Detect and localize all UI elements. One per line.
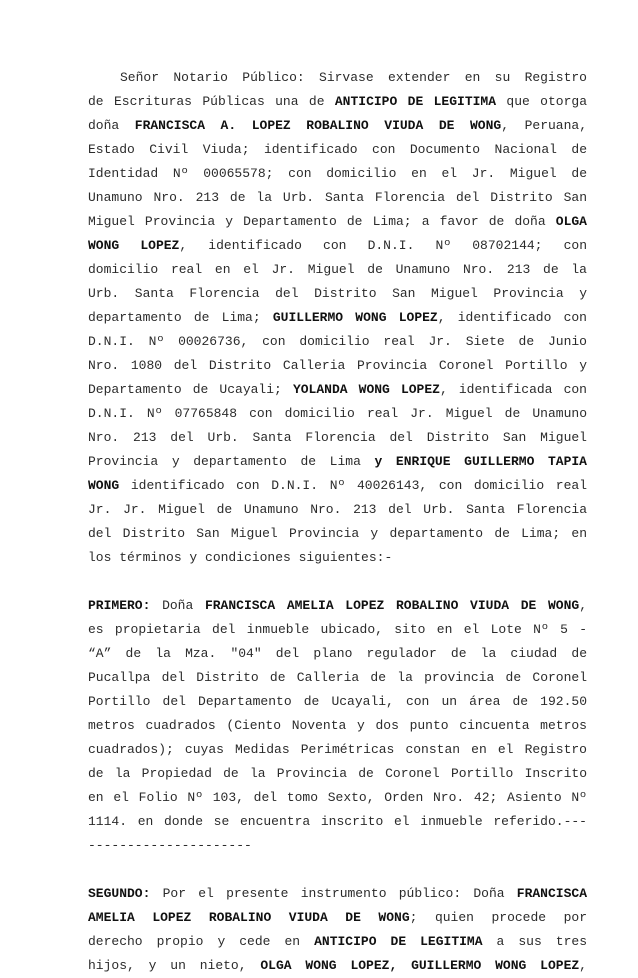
bold-text: y ENRIQUE GUILLERMO TAPIA: [374, 454, 587, 469]
bold-text: WONG LOPEZ: [88, 238, 180, 253]
bold-text: FRANCISCA A. LOPEZ ROBALINO VIUDA DE WONG: [134, 118, 502, 133]
text-line: en el Folio Nº 103, del tomo Sexto, Orden Nro. 42; Asiento Nº: [88, 790, 587, 805]
bold-text: WONG: [88, 478, 120, 493]
text-line: Pucallpa del Distrito de Calleria de la provincia de Coronel: [88, 670, 587, 685]
text-line: D.N.I. Nº 07765848 con domicilio real Jr. Miguel de Unamuno: [88, 406, 587, 421]
document-body: [88, 66, 587, 978]
bold-text: OLGA: [555, 214, 587, 229]
text-line: del Distrito San Miguel Provincia y departamento de Lima; en: [88, 526, 587, 541]
text-line: los términos y condiciones siguientes:-: [88, 550, 393, 565]
bold-text: OLGA WONG LOPEZ, GUILLERMO WONG LOPEZ: [260, 958, 580, 973]
clause-heading: SEGUNDO:: [88, 886, 151, 901]
text-line: D.N.I. Nº 00026736, con domicilio real Jr. Siete de Junio: [88, 334, 587, 349]
paragraph-spacer: [88, 858, 587, 882]
text-line: de la Propiedad de la Provincia de Coronel Portillo Inscrito: [88, 766, 587, 781]
text-line: Urb. Santa Florencia del Distrito San Miguel Provincia y: [88, 286, 587, 301]
paragraph-spacer: [88, 570, 587, 594]
text-line: de Escrituras Públicas una de ANTICIPO DE LEGITIMA que otorga: [88, 94, 587, 109]
text-line: Identidad Nº 00065578; con domicilio en el Jr. Miguel de: [88, 166, 587, 181]
text-line: 1114. en donde se encuentra inscrito el inmueble referido.---: [88, 814, 587, 829]
text-line: hijos, y un nieto, OLGA WONG LOPEZ, GUILLERMO WONG LOPEZ,: [88, 958, 587, 973]
text-line: Unamuno Nro. 213 de la Urb. Santa Florencia del Distrito San: [88, 190, 587, 205]
bold-text: FRANCISCA: [516, 886, 587, 901]
text-line: ---------------------: [88, 838, 252, 853]
text-line: departamento de Lima; GUILLERMO WONG LOPEZ, identificado con: [88, 310, 587, 325]
bold-text: AMELIA LOPEZ ROBALINO VIUDA DE WONG: [88, 910, 410, 925]
bold-text: GUILLERMO WONG LOPEZ: [272, 310, 438, 325]
bold-text: ANTICIPO DE LEGITIMA: [314, 934, 483, 949]
text-line: SEGUNDO: Por el presente instrumento público: Doña FRANCISCA: [88, 886, 587, 901]
text-line: PRIMERO: Doña FRANCISCA AMELIA LOPEZ ROBALINO VIUDA DE WONG,: [88, 598, 587, 613]
text-line: WONG identificado con D.N.I. Nº 40026143, con domicilio real: [88, 478, 587, 493]
paragraph-segundo: [88, 882, 587, 978]
text-line: Departamento de Ucayali; YOLANDA WONG LOPEZ, identificada con: [88, 382, 587, 397]
text-line: Nro. 1080 del Distrito Calleria Provincia Coronel Portillo y: [88, 358, 587, 373]
bold-text: ANTICIPO DE LEGITIMA: [334, 94, 497, 109]
text-line: es propietaria del inmueble ubicado, sito en el Lote Nº 5 -: [88, 622, 587, 637]
text-line: cuadrados); cuyas Medidas Perimétricas constan en el Registro: [88, 742, 587, 757]
text-line: derecho propio y cede en ANTICIPO DE LEGITIMA a sus tres: [88, 934, 587, 949]
text-line: Provincia y departamento de Lima y ENRIQUE GUILLERMO TAPIA: [88, 454, 587, 469]
text-line: metros cuadrados (Ciento Noventa y dos punto cincuenta metros: [88, 718, 587, 733]
paragraph-intro: [88, 66, 587, 570]
text-line: “A” de la Mza. "04" del plano regulador de la ciudad de: [88, 646, 587, 661]
text-line: domicilio real en el Jr. Miguel de Unamuno Nro. 213 de la: [88, 262, 587, 277]
text-line: WONG LOPEZ, identificado con D.N.I. Nº 08702144; con: [88, 238, 588, 253]
bold-text: YOLANDA WONG LOPEZ: [292, 382, 440, 397]
text-line: AMELIA LOPEZ ROBALINO VIUDA DE WONG; quien procede por: [88, 910, 587, 925]
text-line: Estado Civil Viuda; identificado con Documento Nacional de: [88, 142, 587, 157]
text-line: Portillo del Departamento de Ucayali, con un área de 192.50: [88, 694, 587, 709]
text-line: Nro. 213 del Urb. Santa Florencia del Distrito San Miguel: [88, 430, 587, 445]
text-line: Señor Notario Público: Sirvase extender en su Registro: [120, 70, 587, 85]
clause-heading: PRIMERO:: [88, 598, 151, 613]
bold-text: FRANCISCA AMELIA LOPEZ ROBALINO VIUDA DE WONG: [204, 598, 580, 613]
text-line: Miguel Provincia y Departamento de Lima; a favor de doña OLGA: [88, 214, 587, 229]
text-line: doña FRANCISCA A. LOPEZ ROBALINO VIUDA DE WONG, Peruana,: [88, 118, 587, 133]
text-line: Jr. Jr. Miguel de Unamuno Nro. 213 del Urb. Santa Florencia: [88, 502, 587, 517]
paragraph-primero: [88, 594, 587, 858]
